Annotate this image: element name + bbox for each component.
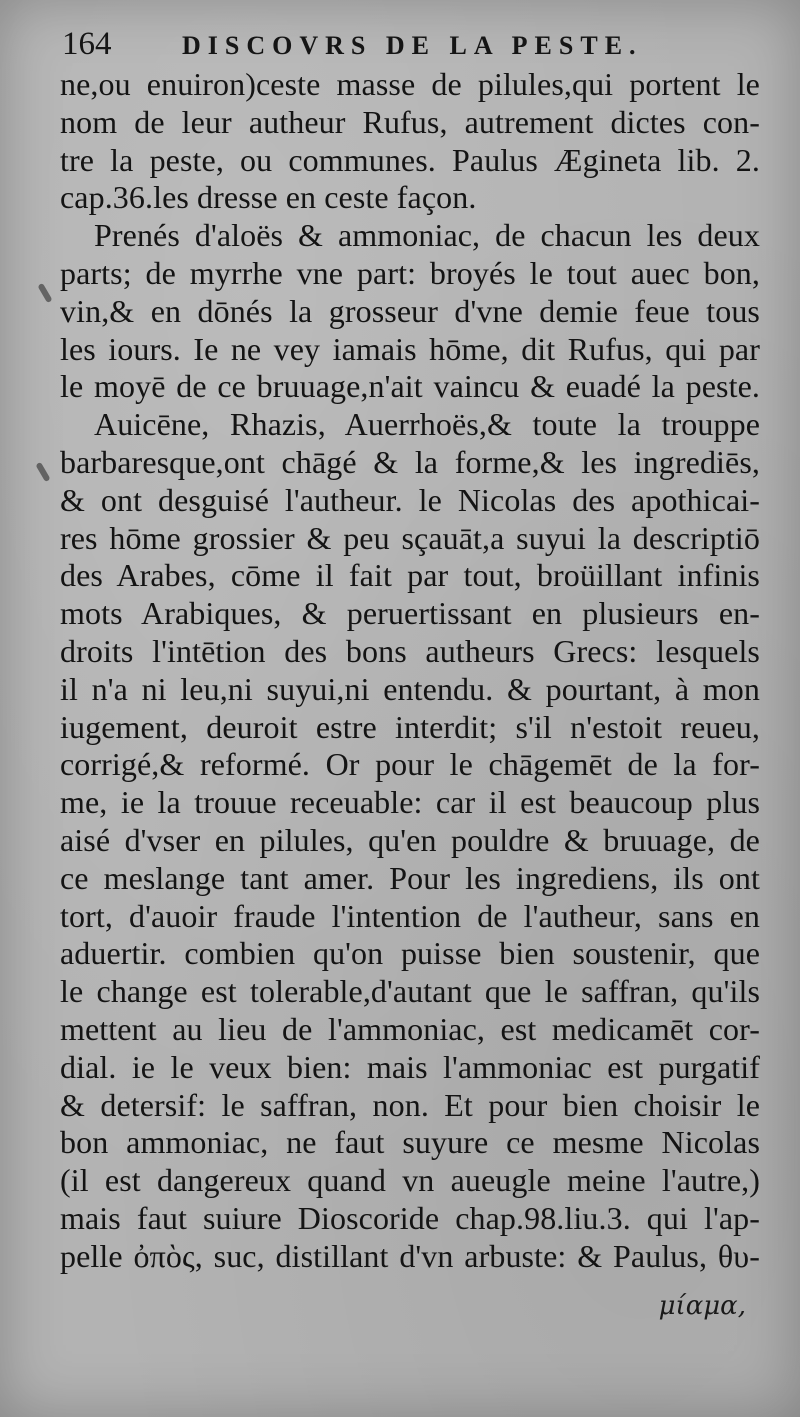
text-line: des Arabes, cōme il fait par tout, broüillant infinis xyxy=(60,557,760,594)
text-line: les iours. Ie ne vey iamais hōme, dit Rufus, qui par xyxy=(60,330,760,367)
text-line: & ont desguisé l'autheur. le Nicolas des apothicai- xyxy=(60,481,760,518)
text-line: mettent au lieu de l'ammoniac, est medicamēt cor- xyxy=(60,1010,760,1047)
text-line: & detersif: le saffran, non. Et pour bien choisir le xyxy=(60,1086,760,1123)
ink-smudge xyxy=(37,283,52,303)
running-title: DISCOVRS DE LA PESTE. xyxy=(182,31,643,60)
ink-smudge xyxy=(35,462,50,482)
page-number: 164 xyxy=(62,26,112,62)
text-line: nom de leur autheur Rufus, autrement dictes con- xyxy=(60,103,760,140)
text-line: droits l'intētion des bons autheurs Grecs: lesquels xyxy=(60,632,760,669)
text-line: corrigé,& reformé. Or pour le chāgemēt de la for- xyxy=(60,746,760,783)
text-line: iugement, deuroit estre interdit; s'il n'estoit reueu, xyxy=(60,708,760,745)
text-line: (il est dangereux quand vn aueugle meine l'autre,) xyxy=(60,1162,760,1199)
text-line: vin,& en dōnés la grosseur d'vne demie feue tous xyxy=(60,292,760,329)
text-line: tort, d'auoir fraude l'intention de l'autheur, sans en xyxy=(60,897,760,934)
text-line: Prenés d'aloës & ammoniac, de chacun les deux xyxy=(94,217,760,254)
text-line: il n'a ni leu,ni suyui,ni entendu. & pourtant, à mon xyxy=(60,670,760,707)
text-line: mots Arabiques, & peruertissant en plusieurs en- xyxy=(60,595,760,632)
text-line: ne,ou enuiron)ceste masse de pilules,qui portent le xyxy=(60,66,760,102)
text-line: aisé d'vser en pilules, qu'en pouldre & bruuage, de xyxy=(60,821,760,858)
text-line: le change est tolerable,d'autant que le saffran, qu'ils xyxy=(60,973,760,1010)
text-line: bon ammoniac, ne faut suyure ce mesme Nicolas xyxy=(60,1124,760,1161)
text-line: cap.36.les dresse en ceste façon. xyxy=(60,179,477,216)
text-line: mais faut suiure Dioscoride chap.98.liu.3. qui l'ap- xyxy=(60,1199,760,1236)
catchword: μίαμα, xyxy=(658,1291,746,1321)
text-line: dial. ie le veux bien: mais l'ammoniac est purgatif xyxy=(60,1048,760,1085)
text-line: tre la peste, ou communes. Paulus Ægineta lib. 2. xyxy=(60,141,760,178)
text-line: me, ie la trouue receuable: car il est beaucoup plus xyxy=(60,784,760,821)
text-line: le moyē de ce bruuage,n'ait vaincu & euadé la peste. xyxy=(60,368,760,405)
text-line: parts; de myrrhe vne part: broyés le tout auec bon, xyxy=(60,254,760,291)
body-text xyxy=(60,66,760,1276)
running-head xyxy=(62,26,752,66)
text-line: res hōme grossier & peu sçauāt,a suyui la descriptiō xyxy=(60,519,760,556)
text-line: Auicēne, Rhazis, Auerrhoës,& toute la trouppe xyxy=(94,406,760,443)
text-line: pelle ὀπὸς, suc, distillant d'vn arbuste: & Paulus, θυ- xyxy=(60,1237,760,1274)
text-line: barbaresque,ont chāgé & la forme,& les ingrediēs, xyxy=(60,443,760,480)
text-line: aduertir. combien qu'on puisse bien soustenir, que xyxy=(60,935,760,972)
text-line: ce meslange tant amer. Pour les ingrediens, ils ont xyxy=(60,859,760,896)
